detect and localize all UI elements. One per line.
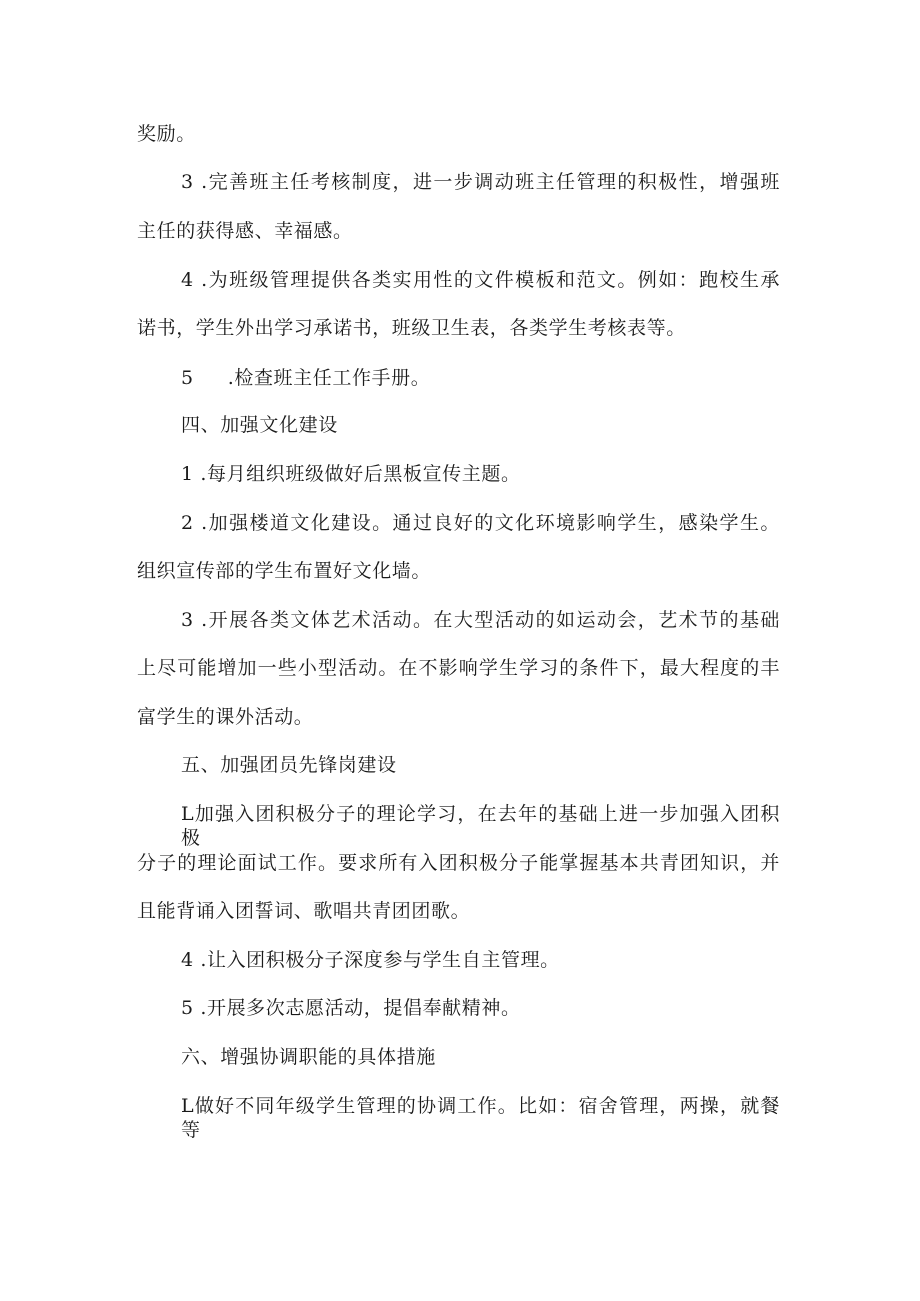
list-item-line [0,802,920,849]
list-item-line [0,996,920,1020]
text-line: 分子的理论面试工作。要求所有入团积极分子能掌握基本共青团知识，并 [137,852,780,874]
paragraph-line [0,851,920,875]
list-item-line [0,170,920,194]
heading-text: 五、加强团员先锋岗建设 [181,754,397,776]
text-line: 富学生的课外活动。 [137,706,314,728]
text-line: 上尽可能增加一些小型活动。在不影响学生学习的条件下，最大程度的丰 [137,657,780,679]
list-item-line [0,366,920,390]
list-number: 5 [181,367,194,389]
paragraph-line [0,316,920,340]
section-heading [0,1045,920,1069]
text-line: L加强入团积极分子的理论学习，在去年的基础上进一步加强入团积极 [181,803,780,849]
text-line: 3 .开展各类文体艺术活动。在大型活动的如运动会，艺术节的基础 [181,609,780,631]
list-item-line [0,462,920,486]
list-item-line [0,268,920,292]
text-line: 奖励。 [137,123,196,145]
text-line: .检查班主任工作手册。 [227,367,431,389]
text-line: 诺书，学生外出学习承诺书，班级卫生表，各类学生考核表等。 [137,317,686,339]
text-line: L做好不同年级学生管理的协调工作。比如：宿舍管理，两操，就餐等 [181,1095,780,1141]
paragraph-line [0,122,920,146]
paragraph-line [0,656,920,680]
list-item-line [0,948,920,972]
text-line: 5 .开展多次志愿活动，提倡奉献精神。 [181,997,521,1019]
list-item-line [0,608,920,632]
section-heading [0,753,920,777]
text-line: 组织宣传部的学生布置好文化墙。 [137,560,432,582]
list-item-line [0,511,920,535]
heading-text: 四、加强文化建设 [181,414,338,436]
paragraph-line [0,219,920,243]
paragraph-line [0,559,920,583]
text-line: 4 .让入团积极分子深度参与学生自主管理。 [181,949,560,971]
text-line: 主任的获得感、幸福感。 [137,220,353,242]
list-item-line [0,1094,920,1141]
text-line: 1 .每月组织班级做好后黑板宣传主题。 [181,463,521,485]
text-line: 4 .为班级管理提供各类实用性的文件模板和范文。例如：跑校生承 [181,269,780,291]
text-line: 且能背诵入团誓词、歌唱共青团团歌。 [137,900,471,922]
paragraph-line [0,705,920,729]
text-line: 2 .加强楼道文化建设。通过良好的文化环境影响学生，感染学生。 [181,512,780,534]
section-heading [0,413,920,437]
paragraph-line [0,899,920,923]
text-line: 3 .完善班主任考核制度，进一步调动班主任管理的积极性，增强班 [181,171,780,193]
heading-text: 六、增强协调职能的具体措施 [181,1046,436,1068]
